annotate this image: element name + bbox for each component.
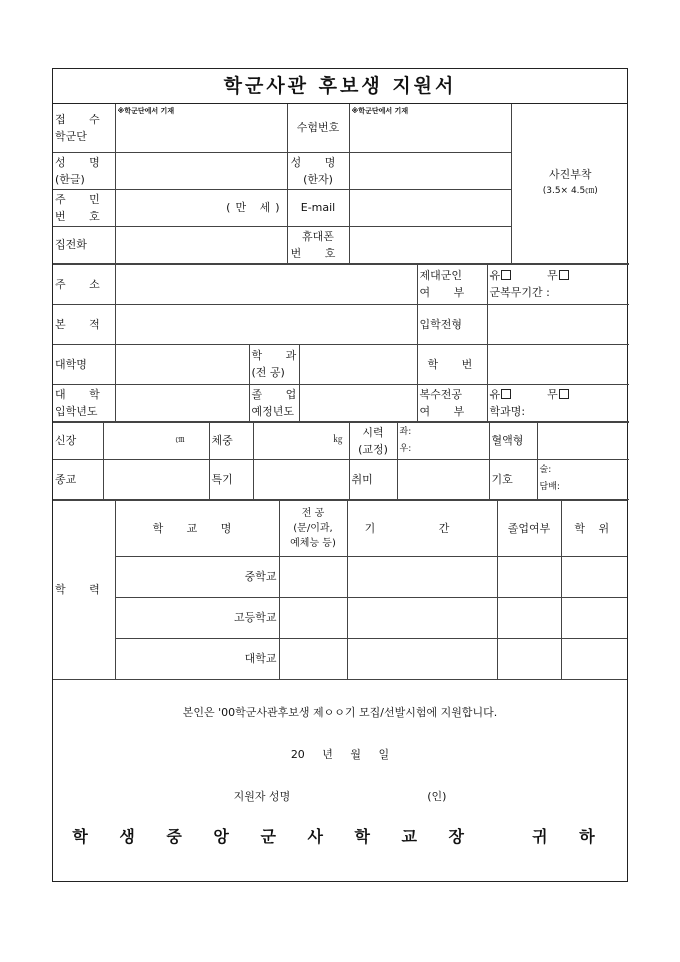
email-field[interactable] — [349, 189, 511, 226]
major-cell[interactable] — [279, 597, 347, 638]
admission-type-label: 입학전형 — [417, 304, 487, 344]
age-label: (만 세) — [226, 201, 285, 214]
exam-number-note: ※학군단에서 기재 — [349, 104, 511, 152]
left-eye-label: 좌: — [399, 426, 412, 437]
discharged-field — [487, 264, 629, 304]
name-korean-label — [53, 152, 115, 189]
major-cell[interactable] — [279, 556, 347, 597]
date-line: 20 년 월 일 — [290, 747, 390, 761]
header-line: 예체능 등) — [290, 537, 336, 549]
label-line: 학군단 — [55, 129, 87, 143]
mobile-field[interactable] — [349, 226, 511, 263]
alcohol-label: 술: — [539, 465, 552, 475]
weight-label: 체중 — [209, 422, 253, 459]
honorific: 귀 하 — [532, 826, 608, 846]
label-line: 주 민 — [55, 192, 110, 206]
label-line: 성 명 — [290, 155, 346, 169]
label-line: (한글) — [55, 172, 85, 186]
addressee-line — [53, 824, 627, 847]
applicant-label: 지원자 성명 — [233, 789, 291, 803]
photo-size: (3.5× 4.5㎝) — [542, 186, 598, 197]
education-label: 학 력 — [53, 500, 115, 679]
major-header — [279, 500, 347, 556]
period-cell[interactable] — [347, 597, 497, 638]
major-field[interactable] — [299, 344, 417, 384]
exam-number-label: 수험번호 — [287, 104, 349, 152]
label-line: 번 호 — [290, 246, 346, 260]
school-header: 학 교 명 — [115, 500, 279, 556]
period-header: 기 간 — [347, 500, 497, 556]
no-label: 무 — [547, 269, 558, 282]
email-label: E-mail — [287, 189, 349, 226]
student-id-field[interactable] — [487, 344, 629, 384]
period-cell[interactable] — [347, 638, 497, 679]
graduated-cell[interactable] — [497, 638, 561, 679]
yes-label: 유 — [489, 387, 501, 401]
no-checkbox[interactable] — [559, 389, 569, 399]
yes-label: 유 — [489, 269, 501, 282]
hobby-label: 취미 — [349, 459, 397, 499]
reception-label — [53, 104, 115, 152]
seal-label: (인) — [427, 789, 447, 803]
resident-id-field[interactable] — [115, 189, 287, 226]
name-korean-field[interactable] — [115, 152, 287, 189]
label-line: (한자) — [303, 172, 333, 186]
dept-name-label: 학과명: — [489, 404, 526, 418]
photo-label: 사진부착 — [548, 168, 592, 182]
label-line: 접 수 — [55, 112, 110, 126]
blood-type-label: 혈액형 — [489, 422, 537, 459]
service-period-label: 군복무기간 : — [489, 286, 550, 299]
address-field[interactable] — [115, 264, 417, 304]
label-line: 대 학 — [55, 387, 110, 401]
major-label — [249, 344, 307, 384]
physical-table — [53, 422, 629, 500]
admission-year-field[interactable] — [115, 384, 249, 421]
address-label: 주 소 — [53, 264, 115, 304]
tobacco-label: 담배: — [539, 482, 560, 492]
vision-field[interactable] — [397, 422, 489, 459]
label-line: 성 명 — [55, 155, 110, 169]
school-row-high: 고등학교 — [115, 597, 279, 638]
university-field[interactable] — [115, 344, 249, 384]
domicile-field[interactable] — [115, 304, 417, 344]
resident-id-label — [53, 189, 115, 226]
label-line: 예정년도 — [251, 404, 295, 418]
background-table — [53, 264, 629, 422]
label-line: 여 부 — [419, 404, 475, 418]
label-line: 복수전공 — [419, 387, 463, 401]
degree-cell[interactable] — [561, 597, 627, 638]
weight-field[interactable] — [253, 422, 349, 459]
height-label: 신장 — [53, 422, 103, 459]
discharged-label — [417, 264, 487, 304]
application-form — [52, 68, 628, 882]
label-line: 시력 — [362, 425, 384, 439]
hobby-field[interactable] — [397, 459, 489, 499]
graduation-year-label — [249, 384, 307, 421]
domicile-label: 본 적 — [53, 304, 115, 344]
degree-cell[interactable] — [561, 638, 627, 679]
no-label: 무 — [547, 387, 558, 401]
declaration-section — [53, 704, 627, 847]
photo-area — [511, 104, 629, 263]
education-table — [53, 500, 627, 680]
religion-label: 종교 — [53, 459, 103, 499]
weight-unit: ㎏ — [333, 435, 343, 445]
degree-header: 학 위 — [561, 500, 627, 556]
graduated-cell[interactable] — [497, 556, 561, 597]
graduated-cell[interactable] — [497, 597, 561, 638]
school-row-university: 대학교 — [115, 638, 279, 679]
graduated-header: 졸업여부 — [497, 500, 561, 556]
double-major-field — [487, 384, 629, 421]
addressee: 학 생 중 앙 군 사 학 교 장 — [72, 826, 478, 846]
religion-field[interactable] — [103, 459, 209, 499]
major-cell[interactable] — [279, 638, 347, 679]
name-hanja-label — [287, 152, 349, 189]
degree-cell[interactable] — [561, 556, 627, 597]
university-label: 대학명 — [53, 344, 115, 384]
admission-type-field[interactable] — [487, 304, 629, 344]
mobile-label — [287, 226, 349, 263]
home-phone-label: 집전화 — [53, 226, 115, 263]
vision-label — [349, 422, 397, 459]
double-major-label — [417, 384, 487, 421]
reception-note: ※학군단에서 기재 — [115, 104, 287, 152]
yes-checkbox[interactable] — [501, 389, 511, 399]
header-line: (문/이과, — [293, 522, 333, 534]
name-hanja-field[interactable] — [349, 152, 511, 189]
label-line: 졸 업 — [251, 387, 307, 401]
graduation-year-field[interactable] — [299, 384, 417, 421]
label-line: (전 공) — [251, 366, 285, 379]
right-eye-label: 우: — [399, 443, 412, 454]
form-title: 학군사관 후보생 지원서 — [53, 69, 627, 104]
blood-type-field[interactable] — [537, 422, 629, 459]
preference-label: 기호 — [489, 459, 537, 499]
label-line: 휴대폰 — [302, 229, 334, 243]
period-cell[interactable] — [347, 556, 497, 597]
home-phone-field[interactable] — [115, 226, 287, 263]
school-row-middle: 중학교 — [115, 556, 279, 597]
header-line: 전 공 — [301, 507, 325, 519]
label-line: 학 과 — [251, 349, 307, 362]
personal-info-table — [53, 104, 629, 264]
label-line: 번 호 — [55, 209, 110, 223]
height-field[interactable] — [103, 422, 209, 459]
student-id-label: 학 번 — [417, 344, 487, 384]
declaration-statement: 본인은 '00학군사관후보생 제ㅇㅇ기 모집/선발시험에 지원합니다. — [182, 705, 498, 719]
yes-checkbox[interactable] — [501, 270, 511, 280]
no-checkbox[interactable] — [559, 270, 569, 280]
specialty-label: 특기 — [209, 459, 253, 499]
specialty-field[interactable] — [253, 459, 349, 499]
label-line: (교정) — [358, 442, 388, 456]
label-line: 제대군인 — [419, 269, 463, 282]
height-unit: ㎝ — [175, 435, 185, 445]
applicant-line — [53, 788, 627, 804]
admission-year-label — [53, 384, 115, 421]
label-line: 여 부 — [419, 286, 475, 299]
label-line: 입학년도 — [55, 404, 98, 418]
preference-field[interactable] — [537, 459, 629, 499]
